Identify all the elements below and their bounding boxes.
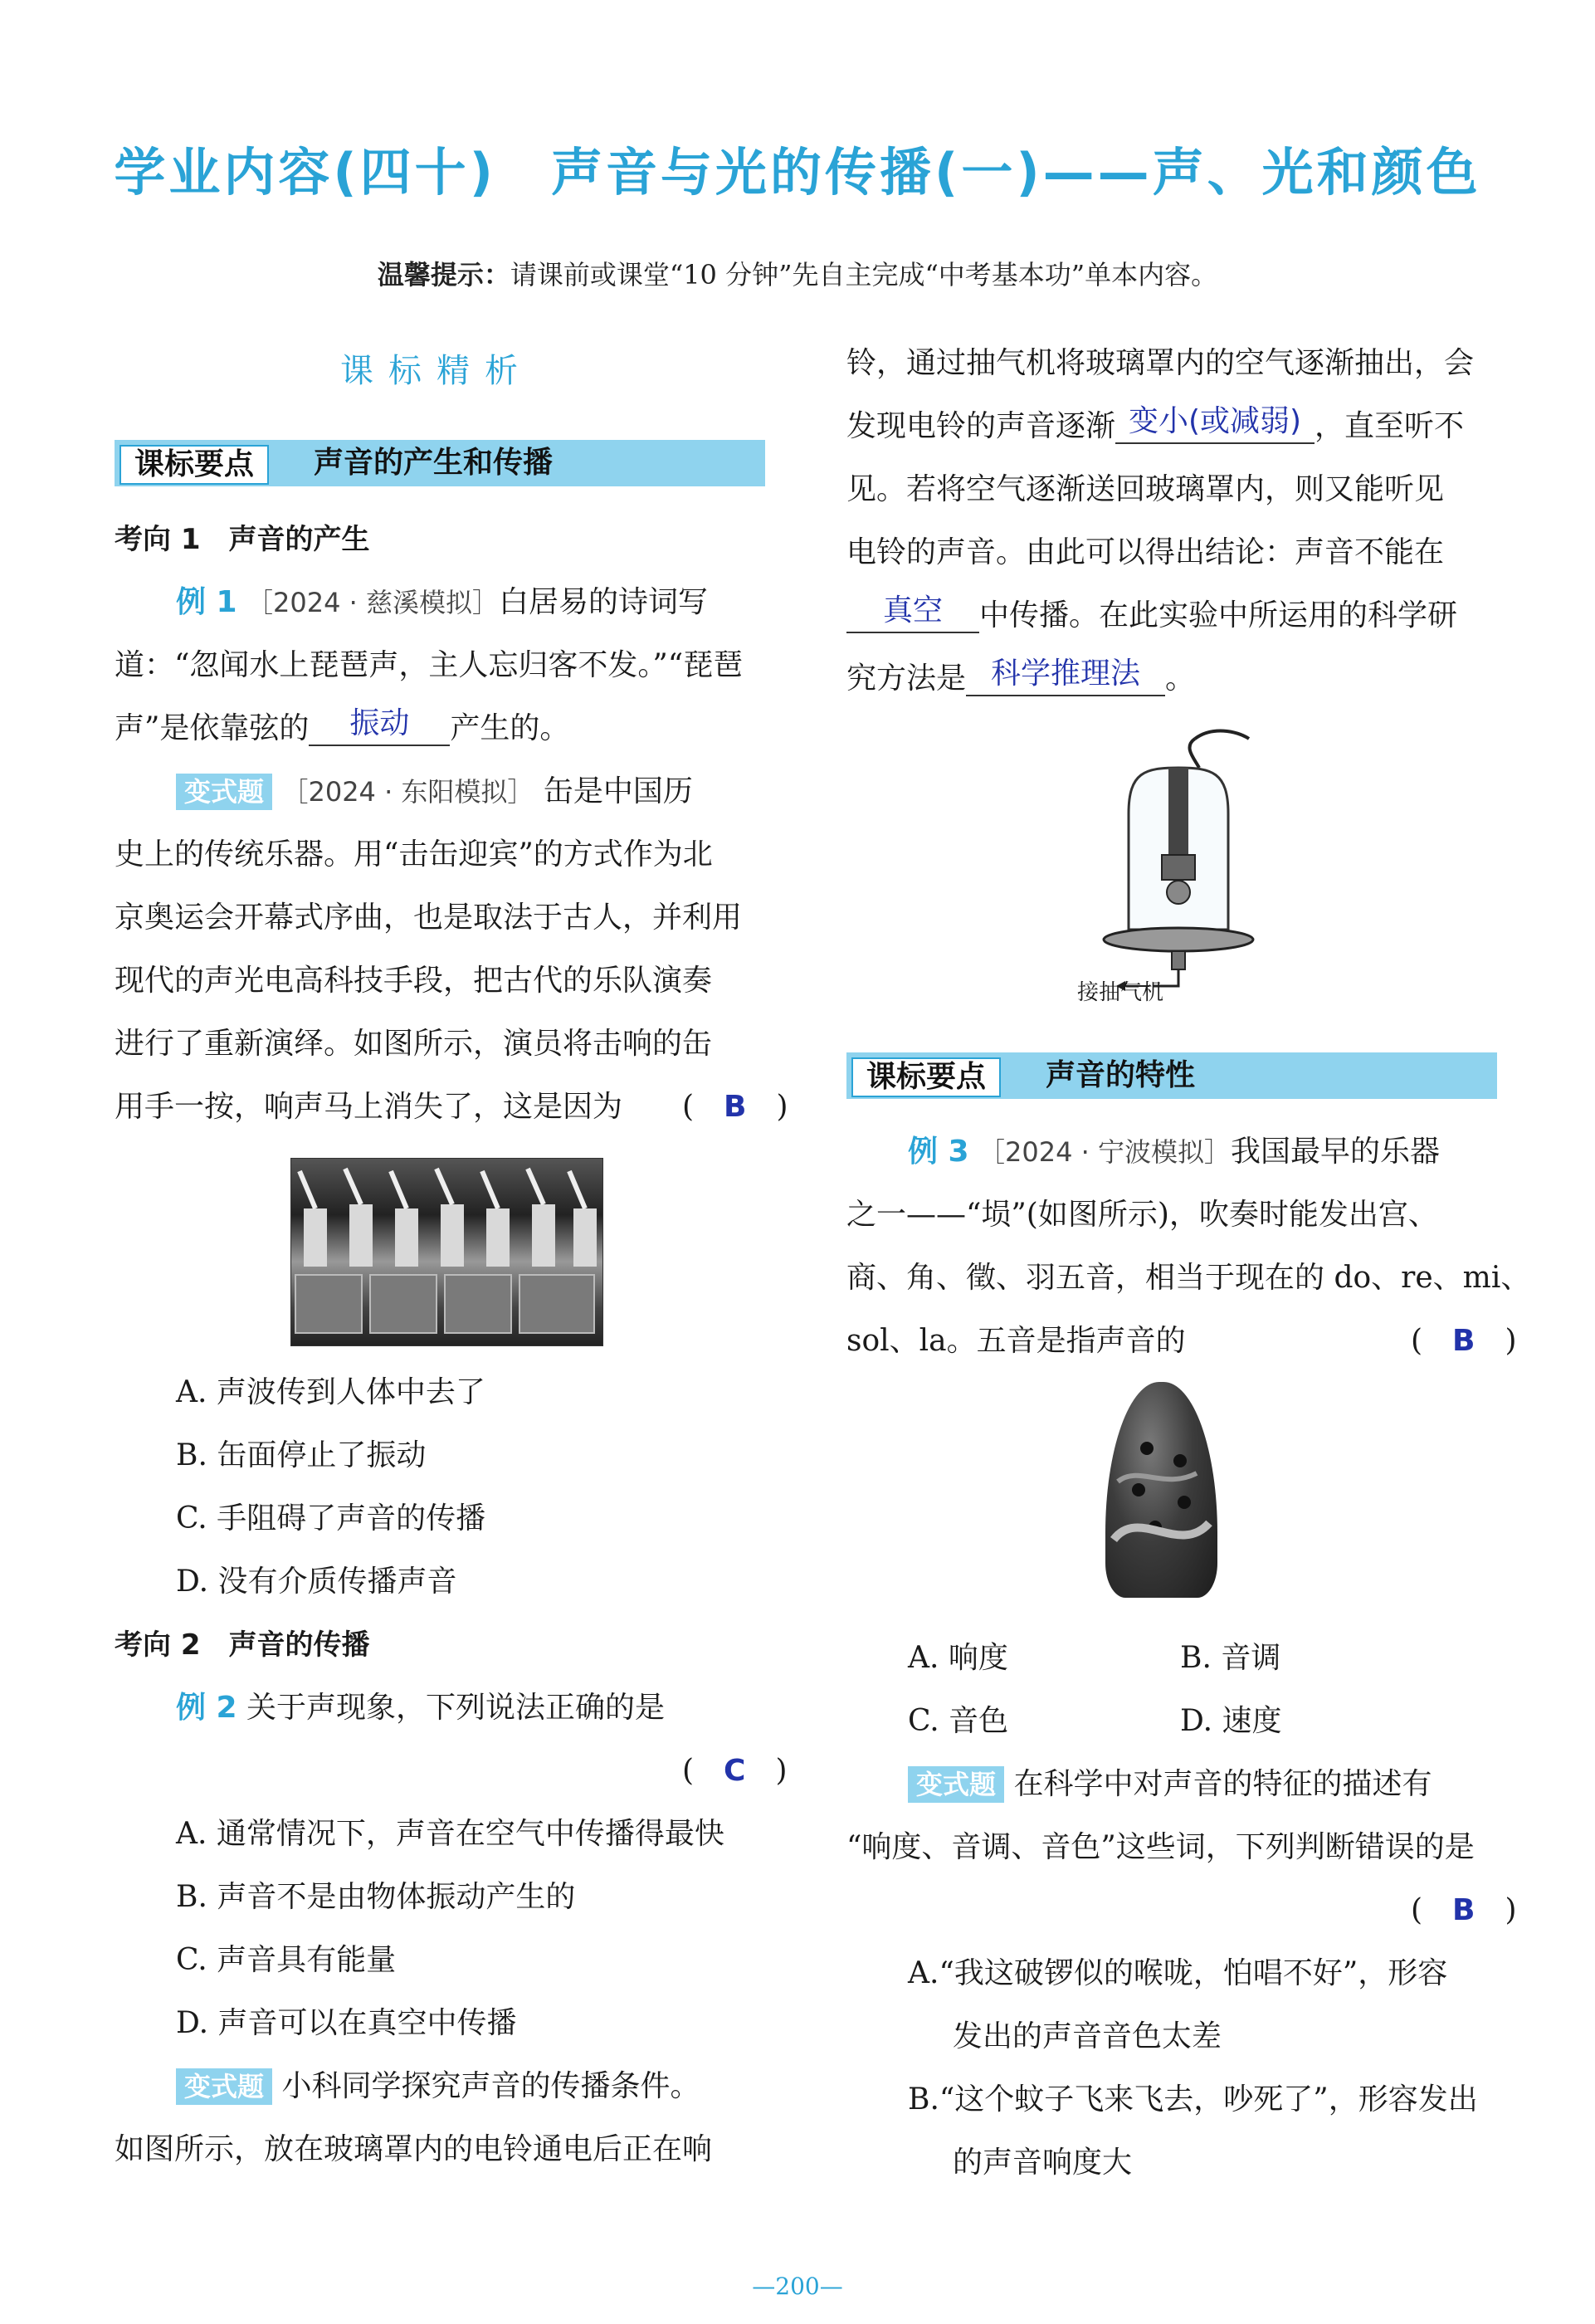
example-1-source: ［2024 · 慈溪模拟］	[246, 587, 500, 618]
variant-2-line-1	[176, 2055, 700, 2118]
performers-graphic	[291, 1159, 602, 1345]
variant-2-text: 小科同学探究声音的传播条件。	[281, 2069, 700, 2103]
option-c: C. 声音具有能量	[176, 1943, 397, 1977]
example-2-line-1	[176, 1677, 665, 1740]
example-3-source: ［2024 · 宁波模拟］	[978, 1136, 1232, 1168]
option-b: B. 缶面停止了振动	[176, 1438, 427, 1472]
banner-title: 声音的产生和传播	[314, 446, 554, 480]
variant-3-line-1	[908, 1753, 1432, 1816]
right-cont-2	[846, 395, 1464, 458]
variant-1-line-6: 用手一按，响声马上消失了，这是因为	[115, 1090, 623, 1124]
variant-1-line-5: 进行了重新演绎。如图所示，演员将击响的缶	[115, 1027, 713, 1061]
answer-bracket-var3: ( B )	[1411, 1893, 1517, 1927]
right-cont-1: 铃，通过抽气机将玻璃罩内的空气逐渐抽出，会	[846, 346, 1475, 380]
example-1-text: 白居易的诗词写	[499, 585, 709, 619]
variant-1-line-4: 现代的声光电高科技手段，把古代的乐队演奏	[115, 964, 713, 998]
variant-label: 变式题	[176, 2068, 272, 2105]
example-1-label: 例 1	[176, 585, 237, 619]
xun-instrument-photo	[1105, 1382, 1217, 1598]
variant-1-source: ［2024 · 东阳模拟］	[281, 776, 534, 808]
option-a: A. 响度	[908, 1641, 1008, 1675]
option-b-line-2: 的声音响度大	[953, 2146, 1133, 2180]
variant-2-line-2: 如图所示，放在玻璃罩内的电铃通电后正在响	[115, 2132, 713, 2166]
variant-1-line-3: 京奥运会开幕式序曲，也是取法于古人，并利用	[115, 901, 743, 935]
example-3-label: 例 3	[908, 1135, 969, 1169]
answer-blank: 真空	[846, 590, 979, 633]
page-number: —200—	[752, 2273, 843, 2300]
option-b-line-1: B.“这个蚊子飞来飞去，吵死了”，形容发出	[908, 2082, 1478, 2116]
option-c: C. 音色	[908, 1704, 1009, 1738]
variant-1-line-2: 史上的传统乐器。用“击缶迎宾”的方式作为北	[115, 837, 713, 872]
banner-title: 声音的特性	[1046, 1058, 1196, 1092]
answer-bracket-ex2: ( C )	[682, 1754, 788, 1788]
warm-tip	[0, 254, 1595, 292]
bell-jar-figure	[1071, 722, 1286, 1004]
variant-3-text: 在科学中对声音的特征的描述有	[1013, 1767, 1432, 1801]
cont-5-text: 中传播。在此实验中所运用的科学研	[979, 598, 1458, 632]
banner-tag: 课标要点	[120, 445, 269, 485]
tip-text: 请课前或课堂“10 分钟”先自主完成“中考基本功”单本内容。	[510, 259, 1218, 290]
answer-bracket-var1: ( B )	[682, 1090, 788, 1124]
answer-choice: B	[724, 1090, 747, 1124]
kaoxiang-1: 考向 1 声音的产生	[115, 523, 370, 556]
option-a: A. 通常情况下，声音在空气中传播得最快	[176, 1817, 724, 1851]
example-2-text: 关于声现象，下列说法正确的是	[246, 1691, 666, 1725]
cont-6-text-b: 。	[1165, 662, 1196, 696]
example-1-text-a: 声”是依靠弦的	[115, 711, 310, 745]
example-3-line-1	[908, 1120, 1440, 1184]
example-1-line-3	[115, 697, 569, 760]
example-1-line-1	[176, 571, 708, 634]
option-d: D. 没有介质传播声音	[176, 1565, 457, 1599]
variant-1-text: 缶是中国历	[543, 774, 693, 808]
variant-label: 变式题	[176, 774, 272, 810]
example-3-line-2: 之一——“埙”(如图所示)，吹奏时能发出宫、	[846, 1198, 1438, 1232]
answer-choice: B	[1452, 1324, 1475, 1358]
kaoxiang-2: 考向 2 声音的传播	[115, 1628, 370, 1662]
cont-2-text-a: 发现电铃的声音逐渐	[846, 409, 1116, 443]
option-a-line-2: 发出的声音音色太差	[953, 2019, 1222, 2053]
example-1-text-b: 产生的。	[450, 711, 570, 745]
option-a: A. 声波传到人体中去了	[176, 1375, 485, 1409]
example-3-text: 我国最早的乐器	[1231, 1135, 1441, 1169]
fou-performance-photo	[290, 1158, 603, 1346]
banner-sound-production	[115, 440, 765, 486]
answer-blank: 振动	[309, 703, 450, 746]
variant-label: 变式题	[908, 1766, 1004, 1803]
variant-3-line-2: “响度、音调、音色”这些词，下列判断错误的是	[846, 1830, 1475, 1864]
xun-holes	[1105, 1382, 1217, 1598]
answer-bracket-ex3: ( B )	[1411, 1324, 1517, 1358]
answer-blank: 科学推理法	[966, 653, 1165, 696]
answer-choice: C	[724, 1754, 746, 1788]
example-3-line-4: sol、la。五音是指声音的	[846, 1324, 1186, 1358]
banner-sound-characteristics	[846, 1052, 1497, 1099]
variant-1-line-1	[176, 760, 693, 823]
option-d: D. 速度	[1180, 1704, 1282, 1738]
bell-jar-diagram	[1071, 722, 1286, 1004]
example-1-line-2: 道：“忽闻水上琵琶声，主人忘归客不发。”“琵琶	[115, 648, 744, 682]
cont-2-text-b: ，直至听不	[1315, 409, 1465, 443]
option-b: B. 音调	[1180, 1641, 1281, 1675]
section-heading: 课标精析	[340, 352, 533, 390]
figure-label: 接抽气机	[1077, 980, 1164, 1005]
cont-6-text-a: 究方法是	[846, 662, 967, 696]
right-cont-3: 见。若将空气逐渐送回玻璃罩内，则又能听见	[846, 472, 1445, 506]
option-b: B. 声音不是由物体振动产生的	[176, 1880, 576, 1914]
example-3-line-3: 商、角、徵、羽五音，相当于现在的 do、re、mi、	[846, 1261, 1531, 1295]
answer-choice: B	[1452, 1893, 1475, 1927]
option-a-line-1: A.“我这破锣似的喉咙，怕唱不好”，形容	[908, 1956, 1448, 1990]
tip-label: 温馨提示：	[377, 259, 510, 290]
right-cont-4: 电铃的声音。由此可以得出结论：声音不能在	[846, 535, 1445, 569]
page-title: 学业内容(四十) 声音与光的传播(一)——声、光和颜色	[114, 142, 1481, 203]
option-d: D. 声音可以在真空中传播	[176, 2006, 517, 2040]
example-2-label: 例 2	[176, 1691, 237, 1725]
banner-tag: 课标要点	[851, 1057, 1001, 1097]
right-cont-5	[846, 584, 1457, 647]
right-cont-6	[846, 647, 1195, 710]
option-c: C. 手阻碍了声音的传播	[176, 1501, 486, 1536]
answer-blank: 变小(或减弱)	[1115, 401, 1315, 444]
